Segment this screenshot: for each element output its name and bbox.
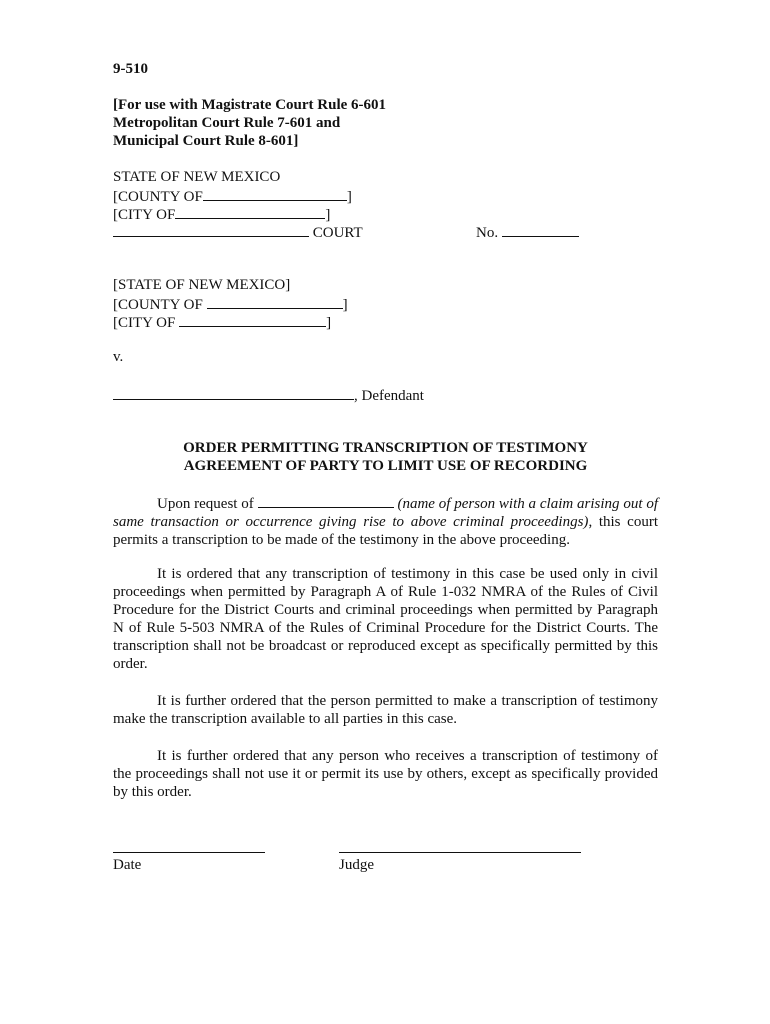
defendant-row <box>113 385 424 405</box>
paragraph-restriction <box>113 747 658 801</box>
order-title-line-1: ORDER PERMITTING TRANSCRIPTION OF TESTIMONY <box>183 440 588 456</box>
case-number-row <box>476 222 579 242</box>
court-label: COURT <box>312 225 363 241</box>
p3-text: It is further ordered that the person permitted to make a transcription of testimony make the transcription available to all parties in this case. <box>113 693 658 727</box>
p2-text: It is ordered that any transcription of testimony in this case be used only in civil proceedings when permitted by Paragraph A of Rule 1-032 NMRA of the Rules of Civil Procedure for the District Courts and criminal proceedings when permitted by Paragraph N of Rule 5-503 NMRA of the Rules of Criminal Procedure for the District Courts. The transcription shall not be broadcast or reproduced except as specifically permitted by this order. <box>113 566 658 672</box>
party-city-field[interactable] <box>179 312 326 327</box>
party-city-row <box>113 312 331 332</box>
p4-text: It is further ordered that any person who receives a transcription of testimony of the proceedings shall not use it or permit its use by others, except as specifically provided by this order. <box>113 748 658 800</box>
case-number-label: No. <box>476 225 499 241</box>
party-state: [STATE OF NEW MEXICO] <box>113 277 291 293</box>
paragraph-availability <box>113 692 658 728</box>
date-label: Date <box>113 857 142 873</box>
judge-signature-line[interactable] <box>339 852 581 853</box>
court-county-prefix: [COUNTY OF <box>113 189 203 205</box>
case-number-field[interactable] <box>502 222 579 237</box>
court-city-row <box>113 204 330 224</box>
court-name-row <box>113 222 363 242</box>
defendant-label: , Defendant <box>354 388 424 404</box>
party-county-suffix: ] <box>342 297 348 313</box>
defendant-name-field[interactable] <box>113 385 354 400</box>
paragraph-request <box>113 493 658 549</box>
party-city-prefix: [CITY OF <box>113 315 176 331</box>
court-county-row <box>113 186 352 206</box>
judge-label: Judge <box>339 857 374 873</box>
versus: v. <box>113 349 124 365</box>
date-signature-line[interactable] <box>113 852 265 853</box>
party-city-suffix: ] <box>326 315 332 331</box>
p1-italic: (name of person with a claim arising out of same transaction or occurrence giving rise to above criminal proceedings) <box>113 496 659 530</box>
party-county-field[interactable] <box>207 294 343 309</box>
p1-prefix: Upon request of <box>157 496 254 512</box>
court-city-suffix: ] <box>325 207 331 223</box>
court-city-field[interactable] <box>175 204 325 219</box>
rule-note-line-1: [For use with Magistrate Court Rule 6-601 <box>113 97 387 113</box>
order-title-line-2: AGREEMENT OF PARTY TO LIMIT USE OF RECORDING <box>183 458 588 474</box>
court-name-field[interactable] <box>113 222 309 237</box>
party-county-row <box>113 294 348 314</box>
court-state: STATE OF NEW MEXICO <box>113 169 281 185</box>
paragraph-order-use <box>113 565 658 673</box>
form-number: 9-510 <box>113 61 148 77</box>
court-county-field[interactable] <box>203 186 347 201</box>
rule-note-line-2: Metropolitan Court Rule 7-601 and <box>113 115 341 131</box>
rule-note-line-3: Municipal Court Rule 8-601] <box>113 133 299 149</box>
requester-name-field[interactable] <box>258 493 394 508</box>
court-county-suffix: ] <box>346 189 352 205</box>
p1-suffix: , this court permits a transcription to be made of the testimony in the above proceeding. <box>113 514 659 548</box>
court-city-prefix: [CITY OF <box>113 207 176 223</box>
party-county-prefix: [COUNTY OF <box>113 297 203 313</box>
